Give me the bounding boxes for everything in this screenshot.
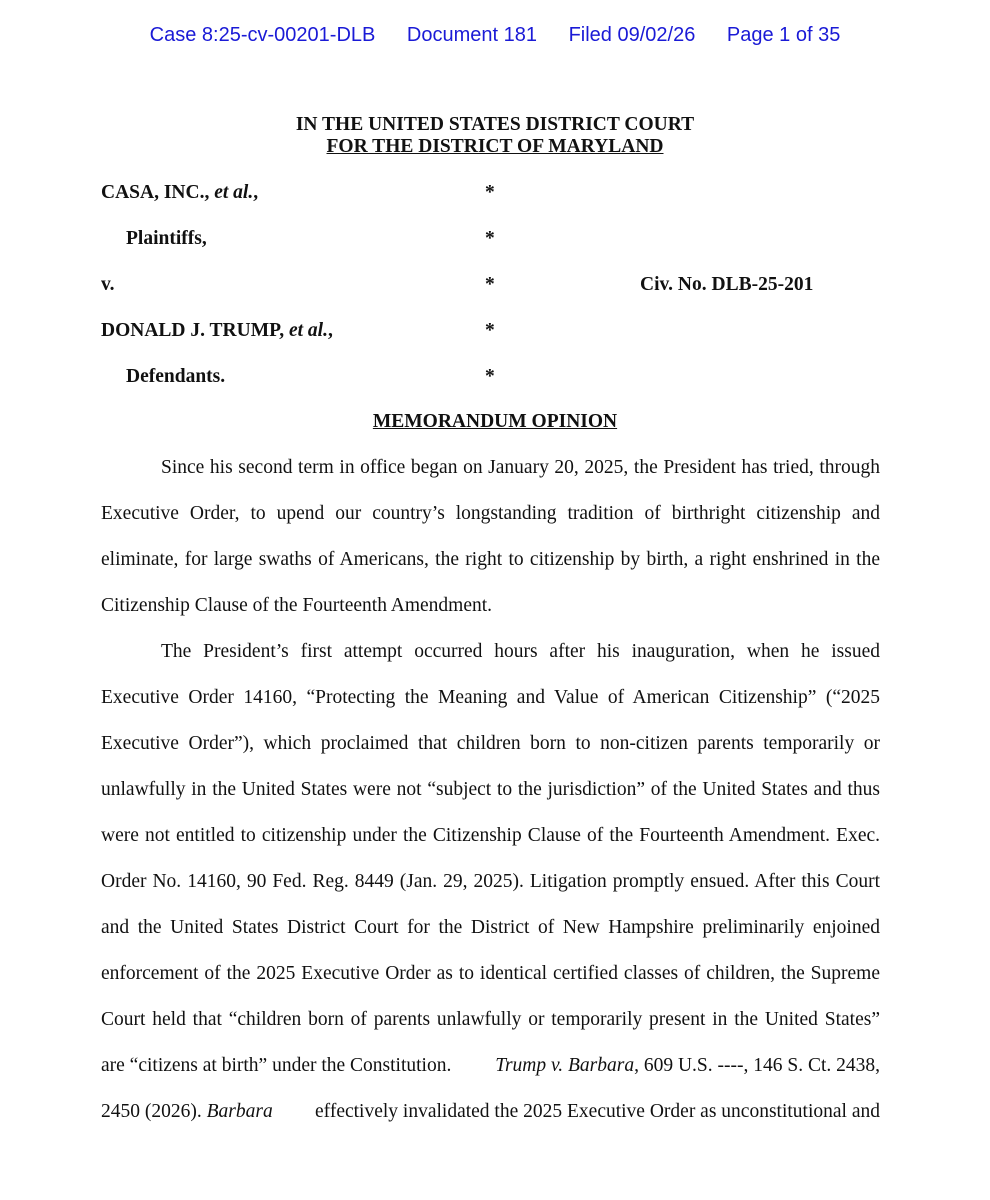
document-title: MEMORANDUM OPINION bbox=[372, 411, 618, 432]
paragraph-line: Executive Order 14160, “Protecting the Meaning and Value of American Citizenship” (“2025 bbox=[101, 687, 880, 708]
caption-star: * bbox=[485, 320, 495, 341]
barbara-pre: 2450 (2026). Barbara bbox=[101, 1101, 273, 1122]
filed-date: Filed 09/02/26 bbox=[568, 24, 696, 46]
paragraph-line: Citizenship Clause of the Fourteenth Amendment. bbox=[101, 595, 493, 616]
caption-plaintiffs-label: Plaintiffs, bbox=[126, 228, 207, 249]
paragraph-line: eliminate, for large swaths of Americans, the right to citizenship by birth, a right enshrined in the bbox=[101, 549, 880, 570]
caption-plaintiff: CASA, INC., et al., bbox=[101, 182, 259, 203]
caption-star: * bbox=[485, 228, 495, 249]
page-indicator: Page 1 of 35 bbox=[726, 24, 841, 46]
paragraph-line: Executive Order, to upend our country’s longstanding tradition of birthright citizenship and bbox=[101, 503, 880, 524]
court-name: IN THE UNITED STATES DISTRICT COURT bbox=[295, 114, 695, 135]
paragraph-line: were not entitled to citizenship under the Citizenship Clause of the Fourteenth Amendment. Exec. bbox=[101, 825, 880, 846]
paragraph-line: unlawfully in the United States were not “subject to the jurisdiction” of the United States and thus bbox=[101, 779, 880, 800]
court-district: FOR THE DISTRICT OF MARYLAND bbox=[326, 136, 664, 157]
paragraph-line: enforcement of the 2025 Executive Order as to identical certified classes of children, the Supreme bbox=[101, 963, 880, 984]
paragraph-line: and the United States District Court for the District of New Hampshire preliminarily enjoined bbox=[101, 917, 880, 938]
filing-header bbox=[0, 24, 990, 47]
citation-line bbox=[101, 1055, 880, 1077]
caption-star: * bbox=[485, 274, 495, 295]
caption-defendants-label: Defendants. bbox=[126, 366, 226, 387]
caption-versus: v. bbox=[101, 274, 115, 295]
caption-defendant: DONALD J. TRUMP, et al., bbox=[101, 320, 333, 341]
caption-star: * bbox=[485, 366, 495, 387]
barbara-post: effectively invalidated the 2025 Executive Order as unconstitutional and bbox=[315, 1101, 880, 1122]
barbara-line bbox=[101, 1101, 880, 1123]
caption-star: * bbox=[485, 182, 495, 203]
civil-number: Civ. No. DLB-25-201 bbox=[640, 274, 814, 295]
case-number: Case 8:25-cv-00201-DLB bbox=[149, 24, 376, 46]
document-number: Document 181 bbox=[406, 24, 537, 46]
citation-case: Trump v. Barbara, 609 U.S. ----, 146 S. Ct. 2438, bbox=[495, 1055, 880, 1076]
citation-pre: are “citizens at birth” under the Constitution. bbox=[101, 1055, 452, 1076]
paragraph-line: The President’s first attempt occurred hours after his inauguration, when he issued bbox=[161, 641, 880, 662]
court-heading bbox=[0, 114, 990, 158]
paragraph-line: Court held that “children born of parents unlawfully or temporarily present in the United States” bbox=[101, 1009, 880, 1030]
paragraph-line: Executive Order”), which proclaimed that children born to non-citizen parents temporarily or bbox=[101, 733, 880, 754]
paragraph-line: Order No. 14160, 90 Fed. Reg. 8449 (Jan. 29, 2025). Litigation promptly ensued. After this Court bbox=[101, 871, 880, 892]
paragraph-line: Since his second term in office began on January 20, 2025, the President has tried, through bbox=[161, 457, 880, 478]
